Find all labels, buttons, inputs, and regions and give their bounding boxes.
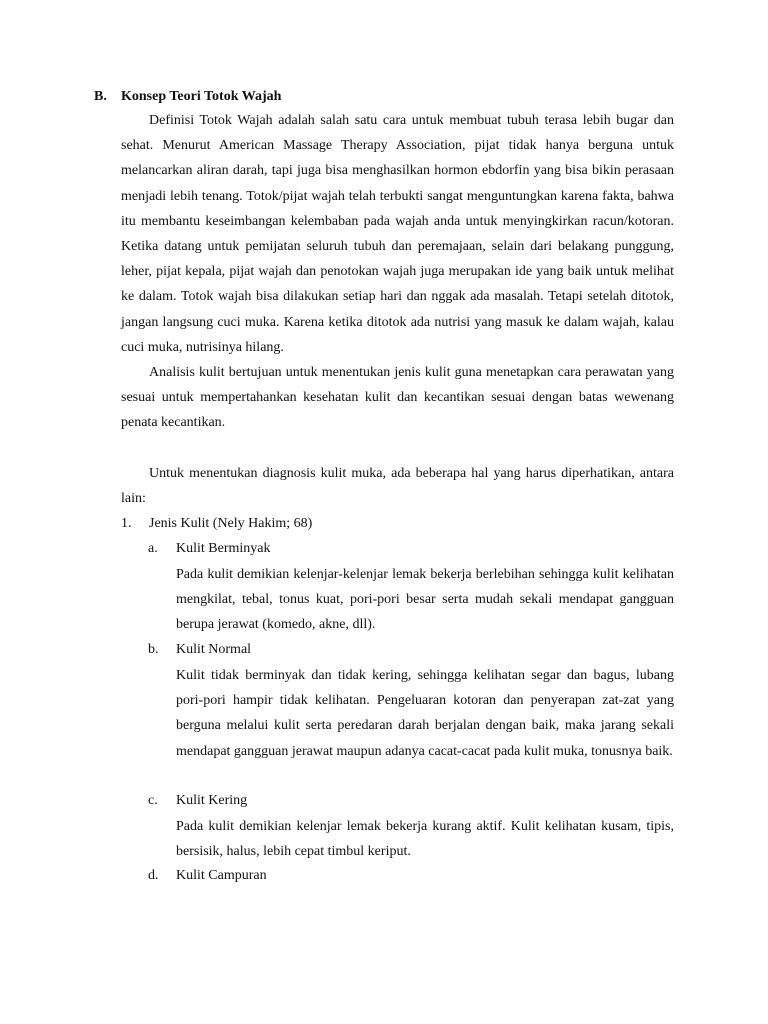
sublist-item-a [148,539,271,559]
sublist-title: Kulit Normal [176,642,252,657]
sublist-item-b [148,640,251,660]
paragraph-definition-text: Definisi Totok Wajah adalah salah satu cara untuk membuat tubuh terasa lebih bugar dan sehat. Menurut American Massage Therapy Association, pijat tidak hanya berguna untuk melancarkan aliran darah, tapi juga bisa menghasilkan hormon ebdorfin yang bisa bikin perasaan menjadi lebih tenang. Totok/pijat wajah telah terbukti sangat menguntungkan karena fakta, bahwa itu membantu keseimbangan kelembaban pada wajah anda untuk menyingkirkan racun/kotoran. Ketika datang untuk pemijatan seluruh tubuh dan peremajaan, selain dari belakang punggung, leher, pijat kepala, pijat wajah dan penotokan wajah juga merupakan ide yang baik untuk melihat ke dalam. Totok wajah bisa dilakukan setiap hari dan nggak ada masalah. Tetapi setelah ditotok, jangan langsung cuci muka. Karena ketika ditotok ada nutrisi yang masuk ke dalam wajah, kalau cuci muka, nutrisinya hilang. [121,113,674,355]
sublist-item-d [148,866,267,886]
paragraph-diagnosis [121,461,674,511]
section-number: B. [94,89,107,104]
sublist-title: Kulit Campuran [176,868,267,883]
paragraph-diagnosis-text: Untuk menentukan diagnosis kulit muka, ada beberapa hal yang harus diperhatikan, antara lain: [121,466,674,507]
section-heading [94,87,281,107]
sublist-description-b: Kulit tidak berminyak dan tidak kering, sehingga kelihatan segar dan bagus, lubang pori-pori hampir tidak kelihatan. Pengeluaran kotoran dan penyerapan zat-zat yang berguna melalui kulit serta peredaran darah berjalan dengan baik, maka jarang sekali mendapat gangguan jerawat maupun adanya cacat-cacat pada kulit muka, tonusnya baik. [176,668,674,759]
sublist-marker: b. [148,642,159,657]
sublist-marker: a. [148,541,158,556]
sublist-title: Kulit Berminyak [176,541,271,556]
list-title: Jenis Kulit (Nely Hakim; 68) [149,516,313,531]
sublist-description-c: Pada kulit demikian kelenjar lemak bekerja kurang aktif. Kulit kelihatan kusam, tipis, bersisik, halus, lebih cepat timbul keriput. [176,819,674,860]
paragraph-analysis-text: Analisis kulit bertujuan untuk menentukan jenis kulit guna menetapkan cara perawatan yang sesuai untuk mempertahankan kesehatan kulit dan kecantikan sesuai dengan batas wewenang penata kecantikan. [121,365,674,431]
sublist-title: Kulit Kering [176,793,248,808]
sublist-marker: c. [148,793,158,808]
paragraph-analysis [121,360,674,436]
paragraph-definition [121,108,674,360]
section-title: Konsep Teori Totok Wajah [121,89,282,104]
list-number: 1. [121,516,132,531]
sublist-marker: d. [148,868,159,883]
sublist-description-a: Pada kulit demikian kelenjar-kelenjar lemak bekerja berlebihan sehingga kulit kelihatan mengkilat, tebal, tonus kuat, pori-pori besar serta mudah sekali mendapat gangguan berupa jerawat (komedo, akne, dll). [176,567,674,633]
list-item-1 [121,514,312,534]
sublist-item-c [148,791,247,811]
